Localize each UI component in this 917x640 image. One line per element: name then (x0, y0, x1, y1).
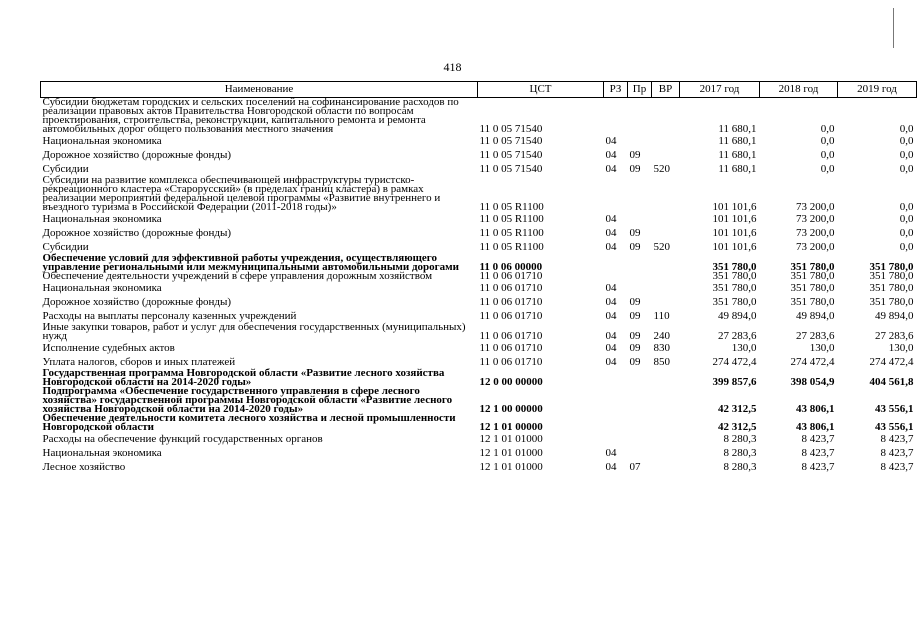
table-row (41, 341, 917, 355)
cell-pr: 09 (629, 240, 641, 253)
cell-2018: 0,0 (820, 162, 835, 175)
table-row (41, 226, 917, 240)
cell-2017: 42 312,5 (718, 403, 757, 415)
cell-cst: 12 1 01 01000 (479, 446, 543, 459)
cell-2019: 0,0 (899, 123, 914, 135)
header-pr: Пр (628, 82, 652, 98)
cell-pr (628, 414, 652, 432)
cell-pr (628, 98, 652, 135)
cell-vr (652, 460, 680, 474)
cell-2018: 351 780,0 (790, 295, 835, 308)
cell-2017: 8 280,3 (723, 446, 757, 459)
table-row (41, 134, 917, 148)
cell-2018: 43 806,1 (796, 421, 835, 433)
cell-name: Исполнение судебных актов (42, 341, 175, 354)
cell-rz: 04 (605, 162, 617, 175)
cell-vr (652, 176, 680, 212)
cell-pr: 09 (629, 355, 641, 368)
cell-pr: 09 (629, 330, 641, 342)
cell-name: Национальная экономика (42, 281, 162, 294)
cell-vr (652, 295, 680, 309)
cell-2017: 130,0 (731, 341, 757, 354)
cell-name: Национальная экономика (42, 212, 162, 225)
cell-name: Дорожное хозяйство (дорожные фонды) (42, 226, 232, 239)
cell-2019: 43 556,1 (875, 421, 914, 433)
cell-2019: 0,0 (899, 201, 914, 213)
cell-pr (628, 254, 652, 272)
cell-2019: 351 780,0 (869, 295, 914, 308)
cell-2019: 27 283,6 (875, 330, 914, 342)
table-row (41, 98, 917, 135)
table-row (41, 176, 917, 212)
header-cst: ЦСТ (478, 82, 604, 98)
cell-vr (652, 272, 680, 281)
cell-vr: 110 (653, 309, 670, 322)
cell-cst: 11 0 06 01710 (479, 295, 543, 308)
cell-cst: 12 1 01 01000 (479, 460, 543, 473)
cell-2019: 351 780,0 (869, 270, 914, 282)
cell-pr: 09 (629, 309, 641, 322)
cell-cst: 11 0 05 R1100 (479, 212, 544, 225)
cell-rz: 04 (605, 355, 617, 368)
cell-cst: 12 1 01 01000 (479, 432, 543, 445)
cell-2017: 49 894,0 (718, 309, 757, 322)
cell-cst: 11 0 05 71540 (479, 148, 543, 161)
cell-2017: 101 101,6 (712, 201, 757, 213)
cell-pr: 07 (629, 460, 641, 473)
cell-2017: 399 857,6 (712, 376, 757, 388)
cell-name: Обеспечение деятельности учреждений в сфере управления дорожным хозяйством (42, 270, 433, 282)
cell-pr (628, 134, 652, 148)
table-row (41, 460, 917, 474)
cell-rz (604, 432, 628, 446)
cell-2019: 0,0 (899, 148, 914, 161)
cell-cst: 11 0 05 R1100 (479, 226, 544, 239)
cell-2018: 398 054,9 (790, 376, 835, 388)
cell-2017: 351 780,0 (712, 295, 757, 308)
cell-cst: 11 0 05 71540 (479, 134, 543, 147)
cell-pr: 09 (629, 295, 641, 308)
cell-2017: 351 780,0 (712, 261, 757, 273)
cell-vr (652, 387, 680, 414)
cell-2018: 73 200,0 (796, 201, 835, 213)
cell-cst: 11 0 06 01710 (479, 355, 543, 368)
cell-2018: 130,0 (809, 341, 835, 354)
cell-2019: 0,0 (899, 240, 914, 253)
cell-2017: 8 280,3 (723, 432, 757, 445)
cell-2018: 43 806,1 (796, 403, 835, 415)
cell-pr: 09 (629, 341, 641, 354)
cell-rz (604, 176, 628, 212)
cell-rz (604, 98, 628, 135)
cell-cst: 11 0 06 01710 (479, 281, 543, 294)
cell-vr (652, 134, 680, 148)
cell-name: Обеспечение условий для эффективной работы учреждения, осуществляющего управление региональными или межмуниципальными автомобильными дорогами (42, 252, 460, 273)
cell-2019: 49 894,0 (875, 309, 914, 322)
cell-2019: 404 561,8 (869, 376, 914, 388)
cell-rz: 04 (605, 330, 617, 342)
cell-name: Дорожное хозяйство (дорожные фонды) (42, 148, 232, 161)
cell-rz: 04 (605, 460, 617, 473)
cell-rz: 04 (605, 446, 617, 459)
cell-2017: 42 312,5 (718, 421, 757, 433)
cell-2019: 8 423,7 (880, 432, 914, 445)
cell-rz: 04 (605, 341, 617, 354)
table-body (41, 98, 917, 475)
cell-name: Уплата налогов, сборов и иных платежей (42, 355, 236, 368)
cell-cst: 11 0 05 R1100 (479, 240, 544, 253)
cell-cst: 11 0 05 71540 (479, 123, 543, 135)
cell-cst: 11 0 06 01710 (479, 330, 543, 342)
cell-2019: 0,0 (899, 134, 914, 147)
cell-2019: 351 780,0 (869, 261, 914, 273)
page-edge-mark (893, 8, 894, 48)
table-row (41, 212, 917, 226)
cell-2017: 27 283,6 (718, 330, 757, 342)
header-2017: 2017 год (680, 82, 760, 98)
cell-pr (628, 369, 652, 387)
table-row (41, 272, 917, 281)
cell-2019: 274 472,4 (869, 355, 914, 368)
cell-2018: 8 423,7 (801, 460, 835, 473)
cell-2017: 101 101,6 (712, 240, 757, 253)
cell-cst: 12 1 01 00000 (479, 421, 543, 433)
cell-pr (628, 387, 652, 414)
cell-vr (652, 414, 680, 432)
cell-2019: 43 556,1 (875, 403, 914, 415)
cell-2018: 27 283,6 (796, 330, 835, 342)
cell-vr: 240 (653, 330, 670, 342)
cell-vr (652, 226, 680, 240)
cell-name: Подпрограмма «Обеспечение государственного управления в сфере лесного хозяйства» государственной программы Новгородской области «Развитие лесного хозяйства Новгородской области на 2014-2020 годы» (42, 385, 453, 415)
cell-pr (628, 272, 652, 281)
cell-vr (652, 148, 680, 162)
cell-2017: 11 680,1 (718, 123, 757, 135)
cell-vr: 830 (653, 341, 670, 354)
cell-rz: 04 (605, 281, 617, 294)
header-name: Наименование (41, 82, 478, 98)
cell-2017: 274 472,4 (712, 355, 757, 368)
cell-2018: 274 472,4 (790, 355, 835, 368)
cell-2017: 11 680,1 (718, 134, 757, 147)
cell-vr (652, 446, 680, 460)
cell-rz (604, 272, 628, 281)
cell-vr: 520 (653, 240, 670, 253)
cell-pr (628, 446, 652, 460)
budget-table (40, 81, 917, 474)
cell-name: Национальная экономика (42, 446, 162, 459)
cell-pr (628, 432, 652, 446)
cell-cst: 12 1 00 00000 (479, 403, 543, 415)
cell-vr (652, 432, 680, 446)
cell-2018: 0,0 (820, 123, 835, 135)
cell-rz: 04 (605, 212, 617, 225)
cell-name: Субсидии на развитие комплекса обеспечивающей инфраструктуры туристско-рекреационного кластера «Старорусский» (в пределах границ кластера) в рамках реализации мероприятий федеральной целевой программы «Развитие внутреннего и въездного туризма в Российской Федерации (2011-2018 годы)» (42, 174, 441, 213)
cell-name: Государственная программа Новгородской области «Развитие лесного хозяйства Новгородской области на 2014-2020 годы» (42, 367, 445, 388)
cell-vr (652, 369, 680, 387)
cell-cst: 11 0 06 01710 (479, 270, 543, 282)
cell-2019: 8 423,7 (880, 446, 914, 459)
cell-rz: 04 (605, 134, 617, 147)
cell-name: Расходы на выплаты персоналу казенных учреждений (42, 309, 297, 322)
cell-2017: 8 280,3 (723, 460, 757, 473)
cell-2019: 0,0 (899, 162, 914, 175)
cell-2017: 11 680,1 (718, 148, 757, 161)
cell-cst: 11 0 06 00000 (479, 261, 543, 273)
table-row (41, 446, 917, 460)
table-row (41, 414, 917, 432)
cell-vr (652, 281, 680, 295)
cell-2018: 8 423,7 (801, 446, 835, 459)
header-2018: 2018 год (760, 82, 838, 98)
cell-rz: 04 (605, 295, 617, 308)
cell-2018: 351 780,0 (790, 261, 835, 273)
cell-2018: 73 200,0 (796, 240, 835, 253)
cell-2017: 351 780,0 (712, 270, 757, 282)
cell-pr: 09 (629, 226, 641, 239)
header-vr: ВР (652, 82, 680, 98)
cell-2018: 351 780,0 (790, 281, 835, 294)
cell-2017: 101 101,6 (712, 212, 757, 225)
cell-rz (604, 369, 628, 387)
cell-rz: 04 (605, 148, 617, 161)
cell-rz (604, 387, 628, 414)
table-row (41, 432, 917, 446)
cell-name: Расходы на обеспечение функций государственных органов (42, 432, 323, 445)
table-row (41, 295, 917, 309)
cell-name: Дорожное хозяйство (дорожные фонды) (42, 295, 232, 308)
cell-vr (652, 254, 680, 272)
cell-2018: 8 423,7 (801, 432, 835, 445)
cell-vr (652, 98, 680, 135)
cell-2019: 8 423,7 (880, 460, 914, 473)
cell-pr: 09 (629, 148, 641, 161)
cell-2017: 11 680,1 (718, 162, 757, 175)
cell-2019: 0,0 (899, 226, 914, 239)
cell-name: Субсидии (42, 240, 89, 253)
cell-rz: 04 (605, 240, 617, 253)
cell-name: Субсидии бюджетам городских и сельских поселений на софинансирование расходов по реализации правовых актов Правительства Новгородской области по вопросам проектирования, строительства, реконструкции, капитального ремонта и ремонта автомобильных дорог общего пользования местного значения (42, 96, 459, 135)
cell-pr (628, 281, 652, 295)
page-number: 418 (443, 60, 462, 74)
cell-vr: 850 (653, 355, 670, 368)
cell-2019: 130,0 (888, 341, 914, 354)
cell-2019: 351 780,0 (869, 281, 914, 294)
cell-cst: 11 0 05 71540 (479, 162, 543, 175)
cell-rz: 04 (605, 309, 617, 322)
cell-pr (628, 212, 652, 226)
cell-2018: 73 200,0 (796, 226, 835, 239)
cell-cst: 12 0 00 00000 (479, 376, 543, 388)
cell-2018: 49 894,0 (796, 309, 835, 322)
cell-2017: 351 780,0 (712, 281, 757, 294)
table-row (41, 323, 917, 341)
cell-cst: 11 0 05 R1100 (479, 201, 544, 213)
cell-rz (604, 254, 628, 272)
table-row (41, 148, 917, 162)
table-row (41, 387, 917, 414)
cell-vr: 520 (653, 162, 670, 175)
cell-rz (604, 414, 628, 432)
cell-name: Национальная экономика (42, 134, 162, 147)
header-2019: 2019 год (838, 82, 917, 98)
cell-cst: 11 0 06 01710 (479, 341, 543, 354)
cell-rz: 04 (605, 226, 617, 239)
cell-2018: 351 780,0 (790, 270, 835, 282)
table-row (41, 281, 917, 295)
cell-name: Лесное хозяйство (42, 460, 126, 473)
cell-2019: 0,0 (899, 212, 914, 225)
cell-pr (628, 176, 652, 212)
cell-name: Субсидии (42, 162, 89, 175)
cell-name: Иные закупки товаров, работ и услуг для обеспечения государственных (муниципальных) нужд (42, 321, 466, 342)
cell-pr: 09 (629, 162, 641, 175)
header-rz: РЗ (604, 82, 628, 98)
cell-2018: 0,0 (820, 134, 835, 147)
cell-2018: 0,0 (820, 148, 835, 161)
cell-name: Обеспечение деятельности комитета лесного хозяйства и лесной промышленности Новгородской области (42, 412, 456, 433)
cell-2017: 101 101,6 (712, 226, 757, 239)
cell-vr (652, 212, 680, 226)
cell-2018: 73 200,0 (796, 212, 835, 225)
cell-cst: 11 0 06 01710 (479, 309, 543, 322)
